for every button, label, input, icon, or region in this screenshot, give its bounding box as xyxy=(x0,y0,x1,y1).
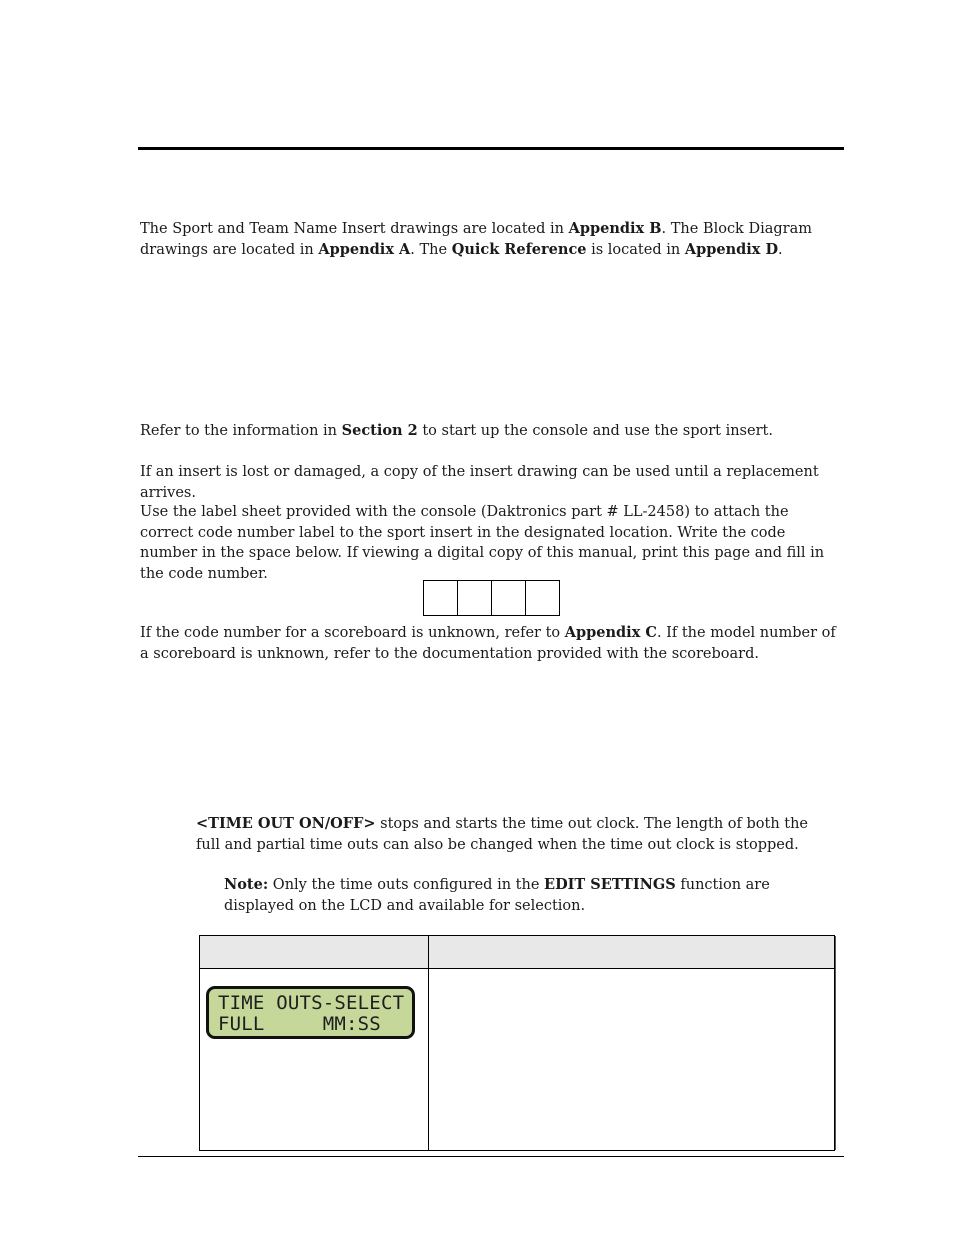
code-digit-box xyxy=(525,580,560,616)
lcd-table xyxy=(199,935,835,1151)
lcd-line-2: FULL MM:SS xyxy=(218,1013,381,1035)
lcd-display xyxy=(206,986,415,1039)
code-number-boxes xyxy=(423,580,560,616)
code-unknown-paragraph xyxy=(140,623,846,664)
table-column-divider xyxy=(428,936,429,1150)
label-sheet-paragraph: Use the label sheet provided with the console (Daktronics part # LL-2458) to attach the correct code number label to the sport insert in the designated location. Write the code number in the space below. If viewing a digital copy of this manual, print this page and fill in the code number. xyxy=(140,504,825,582)
timeout-paragraph xyxy=(196,814,836,855)
text: stops and starts the time out clock. The length of both the full and partial time outs can also be changed when the time out clock is stopped. xyxy=(196,816,809,853)
edit-settings-ref: EDIT SETTINGS xyxy=(544,876,676,893)
header-rule xyxy=(138,147,844,150)
code-digit-box xyxy=(491,580,526,616)
text: . If the model number of a scoreboard is unknown, refer to the documentation provided with the scoreboard. xyxy=(140,625,836,662)
text: The Sport and Team Name Insert drawings are located in xyxy=(140,221,569,237)
appendix-a-ref: Appendix A xyxy=(318,240,411,258)
text: Refer to the information in xyxy=(140,423,342,439)
text: to start up the console and use the sport insert. xyxy=(417,423,773,439)
intro-paragraph xyxy=(140,219,846,260)
text: . The xyxy=(410,241,452,258)
appendix-b-ref: Appendix B xyxy=(568,220,662,237)
appendix-c-ref: Appendix C xyxy=(564,624,657,641)
note-paragraph xyxy=(224,875,836,916)
text: function are displayed on the LCD and available for selection. xyxy=(224,877,770,914)
quick-reference-ref: Quick Reference xyxy=(451,240,587,258)
footer-rule xyxy=(138,1156,844,1157)
insert-lost-paragraph: If an insert is lost or damaged, a copy of the insert drawing can be used until a replacement arrives. xyxy=(140,464,819,501)
code-digit-box xyxy=(457,580,492,616)
time-out-key: <TIME OUT ON/OFF> xyxy=(196,815,376,832)
lcd-line-1: TIME OUTS-SELECT xyxy=(218,992,405,1014)
table-header-row xyxy=(200,936,834,969)
section-2-ref: Section 2 xyxy=(341,422,418,439)
startup-paragraph xyxy=(140,421,846,442)
table-shadow xyxy=(835,936,836,1150)
appendix-d-ref: Appendix D xyxy=(684,240,779,258)
note-label: Note: xyxy=(224,876,269,893)
text: . xyxy=(778,241,783,258)
code-digit-box xyxy=(423,580,458,616)
text: is located in xyxy=(586,241,685,258)
text: . The Block Diagram drawings are located in xyxy=(140,221,812,258)
text: Only the time outs configured in the xyxy=(268,877,545,893)
text: If the code number for a scoreboard is unknown, refer to xyxy=(140,625,565,641)
